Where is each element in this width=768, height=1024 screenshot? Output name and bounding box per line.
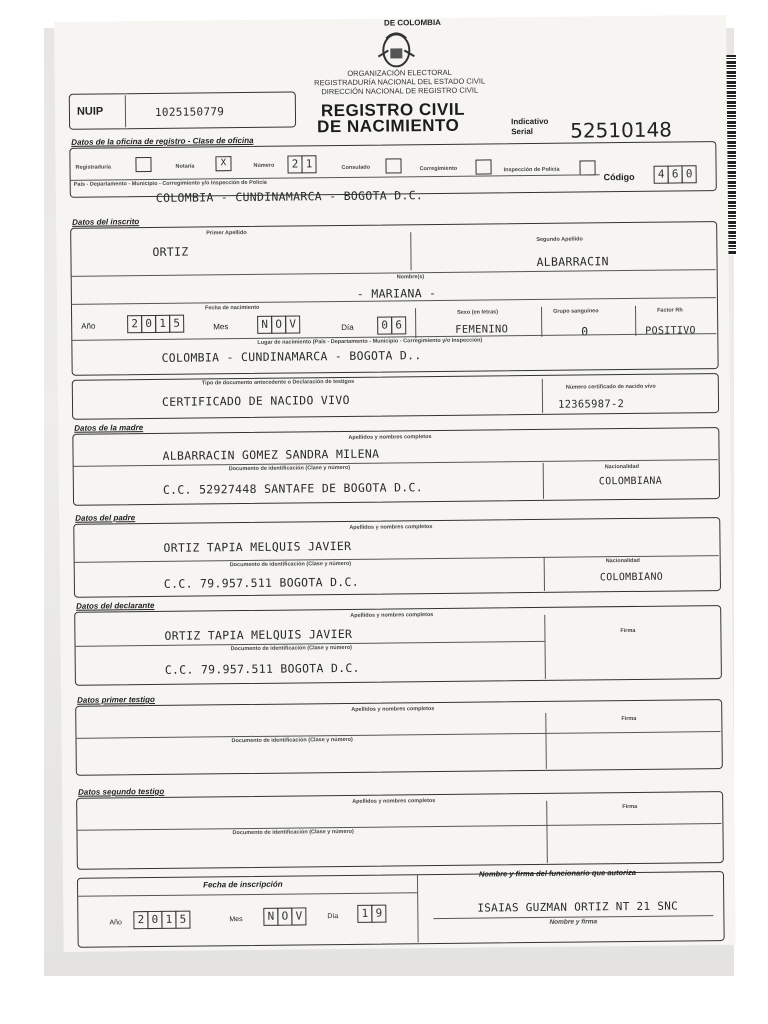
consulado-checkbox [385, 158, 401, 173]
grupo-sanguineo-value: 0 [581, 324, 589, 339]
inscripcion-anio-label: Año [109, 919, 122, 927]
testigo1-section-label: Datos primer testigo [77, 694, 155, 705]
inscrito-section-label: Datos del inscrito [72, 217, 140, 227]
tipo-documento-value: CERTIFICADO DE NACIDO VIVO [161, 392, 350, 409]
madre-nombre-label: Apellidos y nombres completos [348, 434, 432, 441]
numero-digit-2: 1 [301, 155, 316, 173]
testigo1-firma-label: Firma [621, 715, 637, 723]
funcionario-value: ISAIAS GUZMAN ORTIZ NT 21 SNC [477, 899, 679, 915]
factor-rh-value: POSITIVO [645, 325, 696, 337]
inscripcion-anio-digit-2: 0 [147, 911, 162, 929]
primer-apellido-label: Primer Apellido [206, 229, 247, 237]
nuip-label: NUIP [76, 105, 104, 118]
inscripcion-dia-digit-1: 1 [357, 905, 372, 923]
dia-digit-1: 0 [377, 316, 392, 334]
nombres-label: Nombre(s) [396, 274, 425, 281]
anio-digit-2: 0 [141, 315, 156, 333]
oficina-section-label: Datos de la oficina de registro - Clase de oficina [71, 135, 254, 147]
codigo-label: Código [603, 171, 635, 183]
notaria-checkbox: X [215, 156, 231, 171]
fecha-nacimiento-label: Fecha de nacimiento [204, 304, 260, 312]
madre-doc-label: Documento de identificación (Clase y número) [228, 464, 351, 473]
inscripcion-anio-digit-1: 2 [133, 911, 148, 929]
pais-value: COLOMBIA - CUNDINAMARCA - BOGOTA D.C. [155, 188, 424, 205]
madre-section-label: Datos de la madre [74, 423, 144, 433]
nombres-value: - MARIANA - [356, 286, 437, 301]
factor-rh-label: Factor Rh [657, 307, 683, 314]
testigo1-doc-label: Documento de identificación (Clase y número) [231, 736, 353, 745]
inscripcion-anio-digit-4: 5 [175, 911, 190, 929]
lugar-nacimiento-value: COLOMBIA - CUNDINAMARCA - BOGOTA D.. [161, 348, 422, 365]
padre-nacionalidad-label: Nacionalidad [605, 557, 640, 565]
org-line-2: REGISTRADURÍA NACIONAL DEL ESTADO CIVIL [314, 76, 486, 88]
testigo2-nombre-label: Apellidos y nombres completos [352, 798, 436, 805]
inspeccion-label: Inspección de Policía [503, 166, 560, 174]
sexo-value: FEMENINO [455, 323, 509, 336]
padre-doc-value: C.C. 79.957.511 BOGOTA D.C. [163, 574, 359, 591]
notaria-label: Notaría [175, 163, 195, 170]
birth-certificate [54, 15, 736, 952]
lugar-nacimiento-label: Lugar de nacimiento (País - Departamento - Municipio - Corregimiento y/o Inspección) [257, 337, 483, 346]
country-header: DE COLOMBIA [383, 17, 441, 28]
consulado-label: Consulado [341, 164, 370, 171]
fecha-inscripcion-label: Fecha de inscripción [202, 879, 283, 890]
nombre-firma-label: Nombre y firma [549, 918, 598, 926]
declarante-nombre-value: ORTIZ TAPIA MELQUIS JAVIER [164, 626, 353, 643]
org-line-1: ORGANIZACIÓN ELECTORAL [347, 67, 452, 78]
inscripcion-dia-digit-2: 9 [371, 905, 386, 923]
indicativo-label: Indicativo [511, 116, 549, 127]
padre-nombre-value: ORTIZ TAPIA MELQUIS JAVIER [163, 538, 352, 555]
padre-doc-label: Documento de identificación (Clase y número) [229, 560, 352, 569]
segundo-apellido-value: ALBARRACIN [536, 254, 609, 269]
inscripcion-dia-label: Día [327, 913, 339, 921]
dia-digit-2: 6 [391, 316, 406, 334]
grupo-sanguineo-label: Grupo sanguíneo [553, 308, 599, 315]
codigo-digit-2: 6 [668, 165, 683, 183]
inscripcion-mes-label: Mes [229, 916, 243, 924]
madre-nombre-value: ALBARRACIN GOMEZ SANDRA MILENA [162, 446, 380, 463]
padre-nacionalidad-value: COLOMBIANO [599, 571, 664, 584]
funcionario-label: Nombre y firma del funcionario que autoriza [478, 867, 637, 879]
primer-apellido-value: ORTIZ [152, 244, 189, 259]
declarante-doc-value: C.C. 79.957.511 BOGOTA D.C. [164, 660, 360, 677]
registraduria-label: Registraduría [75, 164, 112, 171]
mes-label: Mes [213, 322, 229, 332]
tipo-documento-label: Tipo de documento antecedente o Declaración de testigos [201, 378, 355, 387]
declarante-nombre-label: Apellidos y nombres completos [350, 612, 434, 619]
testigo2-section-label: Datos segundo testigo [78, 786, 165, 797]
anio-digit-4: 5 [169, 315, 184, 333]
madre-nacionalidad-value: COLOMBIANA [598, 475, 663, 488]
madre-nacionalidad-label: Nacionalidad [604, 463, 639, 471]
certificado-numero-value: 12365987-2 [557, 398, 625, 411]
declarante-doc-label: Documento de identificación (Clase y número) [230, 644, 352, 653]
corregimiento-checkbox [475, 159, 491, 174]
testigo2-firma-label: Firma [622, 803, 638, 811]
anio-label: Año [81, 321, 96, 331]
codigo-digit-3: 0 [682, 165, 697, 183]
segundo-apellido-label: Segundo Apellido [536, 236, 583, 243]
numero-digit-1: 2 [287, 155, 302, 173]
serial-value: 52510148 [570, 117, 673, 143]
org-line-3: DIRECCIÓN NACIONAL DE REGISTRO CIVIL [321, 85, 479, 97]
inscripcion-mes-digit-1: N [263, 908, 278, 926]
anio-digit-1: 2 [127, 315, 142, 333]
corregimiento-label: Corregimiento [419, 165, 458, 173]
padre-section-label: Datos del padre [75, 513, 136, 523]
testigo1-nombre-label: Apellidos y nombres completos [351, 706, 435, 713]
codigo-digit-1: 4 [654, 166, 669, 184]
numero-label: Número [253, 162, 275, 169]
dia-label: Día [341, 322, 354, 333]
anio-digit-3: 1 [155, 315, 170, 333]
title-line-1: REGISTRO CIVIL [320, 99, 466, 121]
serial-label: Serial [511, 126, 534, 137]
inscripcion-anio-digit-3: 1 [161, 911, 176, 929]
pais-label: País - Departamento - Municipio - Corregimiento y/o Inspección de Policía [73, 179, 267, 188]
mes-digit-1: N [257, 316, 272, 334]
mes-digit-3: V [285, 315, 300, 333]
coat-of-arms-icon [372, 26, 420, 71]
inspeccion-checkbox [579, 160, 595, 175]
registraduria-checkbox [135, 157, 151, 172]
title-line-2: DE NACIMIENTO [317, 115, 460, 137]
padre-nombre-label: Apellidos y nombres completos [349, 524, 433, 531]
mes-digit-2: O [271, 316, 286, 334]
inscripcion-mes-digit-3: V [291, 907, 306, 925]
madre-doc-value: C.C. 52927448 SANTAFE DE BOGOTA D.C. [162, 480, 424, 497]
certificado-numero-label: Número certificado de nacido vivo [565, 383, 656, 391]
nuip-value: 1025150779 [154, 105, 225, 119]
declarante-section-label: Datos del declarante [76, 600, 155, 611]
declarante-firma-label: Firma [620, 627, 636, 635]
testigo2-doc-label: Documento de identificación (Clase y número) [232, 828, 354, 837]
inscripcion-mes-digit-2: O [277, 908, 292, 926]
sexo-label: Sexo (en letras) [457, 309, 499, 316]
